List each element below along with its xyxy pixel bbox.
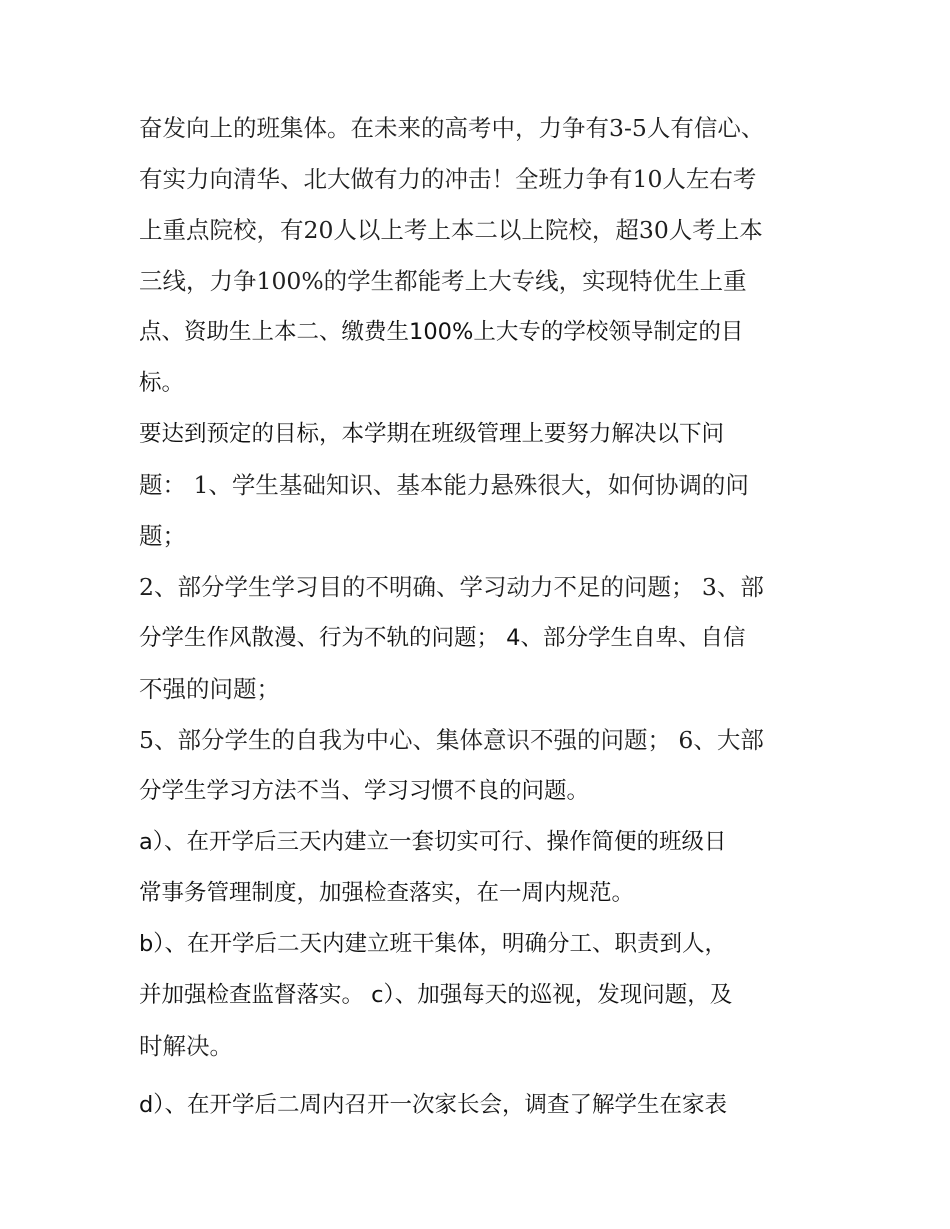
text-line: 不强的问题； (139, 675, 280, 703)
text-line: 分学生学习方法不当、学习习惯不良的问题。 (139, 778, 590, 804)
text-line: 分学生作风散漫、行为不轨的问题； 4、部分学生自卑、自信 (139, 625, 746, 651)
text-line: 常事务管理制度，加强检查落实，在一周内规范。 (139, 880, 635, 906)
text-line: 时解决。 (139, 1032, 233, 1060)
body-text (139, 103, 819, 1131)
text-line: 三线，力争100%的学生都能考上大专线，实现特优生上重 (139, 267, 747, 295)
text-line: 2、部分学生学习目的不明确、学习动力不足的问题； 3、部 (139, 573, 764, 601)
text-line: 并加强检查监督落实。 c）、加强每天的巡视，发现问题，及 (139, 982, 733, 1008)
text-line: 要达到预定的目标，本学期在班级管理上要努力解决以下问 (139, 421, 725, 447)
text-line: a）、在开学后三天内建立一套切实可行、操作简便的班级日 (139, 829, 727, 855)
text-line: 标。 (139, 370, 185, 396)
text-line: d）、在开学后二周内召开一次家长会，调查了解学生在家表 (139, 1092, 728, 1118)
text-line: 奋发向上的班集体。在未来的高考中，力争有3-5人有信心、 (139, 114, 765, 142)
text-line: b）、在开学后二天内建立班干集体，明确分工、职责到人， (139, 931, 728, 957)
text-line: 题； (139, 522, 186, 550)
text-line: 点、资助生上本二、缴费生100%上大专的学校领导制定的目 (139, 319, 744, 345)
text-line: 题： 1、学生基础知识、基本能力悬殊很大，如何协调的问 (139, 471, 749, 499)
text-line: 有实力向清华、北大做有力的冲击！全班力争有10人左右考 (139, 165, 757, 193)
text-line: 5、部分学生的自我为中心、集体意识不强的问题； 6、大部 (139, 726, 764, 754)
text-line: 上重点院校，有20人以上考上本二以上院校，超30人考上本 (139, 216, 763, 244)
